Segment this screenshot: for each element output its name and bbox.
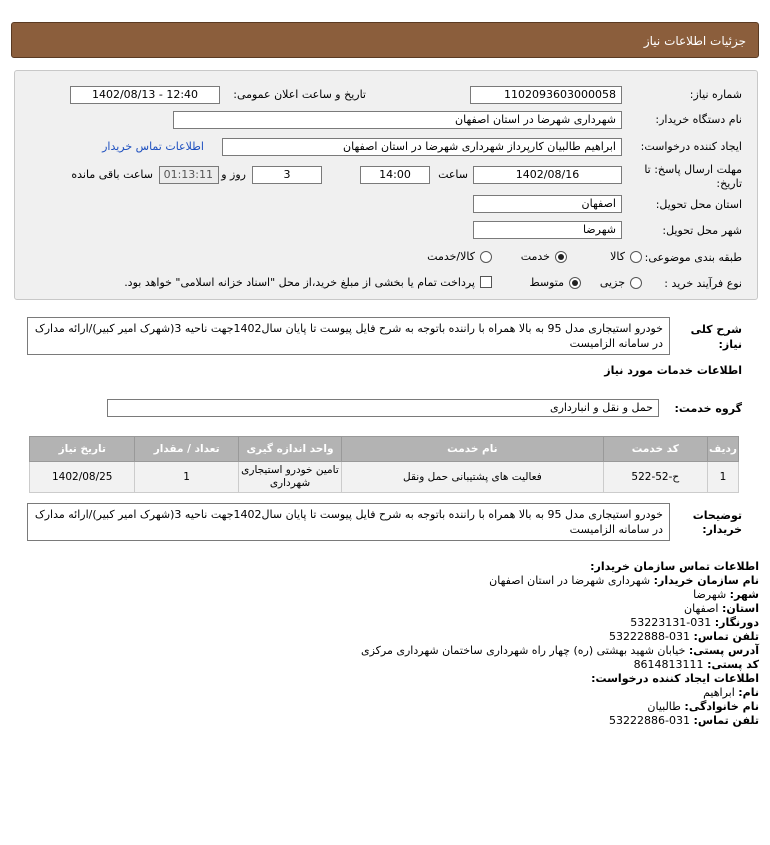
phone-label: تلفن تماس:	[693, 630, 759, 643]
process-medium-label: متوسط	[529, 276, 564, 289]
province-label: استان:	[722, 602, 759, 615]
last-name-value: طالبیان	[647, 700, 681, 713]
buyer-notes-text: خودرو استیجاری مدل 95 به بالا همراه با راننده باتوجه به شرح فایل پیوست تا پایان سال1402جهت ناحیه 3(شهرک امیر کبیر)/ارائه مدارک در سامانه الزامیست	[27, 503, 670, 541]
fax-label: دورنگار:	[714, 616, 759, 629]
service-group-label: گروه خدمت:	[674, 402, 742, 415]
description-label-line1: شرح کلی	[690, 323, 742, 336]
need-number-label: شماره نیاز:	[689, 88, 742, 101]
remaining-time-field: 01:13:11	[159, 166, 219, 184]
postal-value: 8614813111	[633, 658, 704, 671]
category-goods-radio[interactable]	[630, 251, 642, 263]
deadline-label-line1: مهلت ارسال پاسخ: تا	[644, 163, 742, 176]
column-header: واحد اندازه گیری	[238, 437, 341, 462]
creator-label: ایجاد کننده درخواست:	[640, 140, 742, 153]
category-label: طبقه بندی موضوعی:	[644, 251, 742, 264]
city-label: شهر:	[729, 588, 759, 601]
services-title: اطلاعات خدمات مورد نیاز	[604, 364, 742, 377]
deadline-date-field[interactable]: 1402/08/16	[473, 166, 622, 184]
org-value: شهرداری شهرضا در استان اصفهان	[489, 574, 651, 587]
service-name: فعالیت های پشتیبانی حمل ونقل	[342, 462, 603, 493]
deadline-time-field[interactable]: 14:00	[360, 166, 430, 184]
contact-phone-line	[609, 630, 759, 644]
phone-value: 031-53222888	[609, 630, 691, 643]
column-header: تاریخ نیاز	[30, 437, 135, 462]
buyer-org-field[interactable]: شهرداری شهرضا در استان اصفهان	[173, 111, 622, 129]
column-header: تعداد / مقدار	[135, 437, 238, 462]
table-row[interactable]	[30, 462, 739, 493]
contact-province-line	[684, 602, 759, 616]
process-minor-label: جزیی	[599, 276, 625, 289]
contact-city-line	[693, 588, 759, 602]
city-value: شهرضا	[693, 588, 727, 601]
creator-first-line	[703, 686, 759, 700]
buyer-notes-label-line2: خریدار:	[702, 523, 742, 536]
process-minor-radio[interactable]	[630, 277, 642, 289]
page-header	[11, 22, 759, 58]
category-both-radio[interactable]	[480, 251, 492, 263]
service-qty: 1	[135, 462, 238, 493]
creator-contact-title: اطلاعات ایجاد کننده درخواست:	[591, 672, 759, 685]
treasury-payment-checkbox[interactable]	[480, 276, 492, 288]
treasury-payment-note: پرداخت تمام یا بخشی از مبلغ خرید،از محل "اسناد خزانه اسلامی" خواهد بود.	[124, 276, 475, 289]
process-label: نوع فرآیند خرید :	[664, 277, 742, 290]
column-header: ردیف	[708, 437, 739, 462]
creator-phone-label: تلفن تماس:	[693, 714, 759, 727]
creator-last-line	[647, 700, 759, 714]
contact-org-line	[489, 574, 759, 588]
service-unit: تامین خودرو استیجاری شهرداری	[238, 462, 341, 493]
delivery-province-label: استان محل تحویل:	[655, 198, 742, 211]
need-info-panel	[14, 70, 758, 300]
column-header: کد خدمت	[603, 437, 707, 462]
page-title: جزئیات اطلاعات نیاز	[643, 34, 746, 48]
contact-postal-line	[634, 658, 759, 672]
contact-address-line	[361, 644, 759, 658]
fax-value: 031-53223131	[630, 616, 712, 629]
process-medium-radio[interactable]	[569, 277, 581, 289]
deadline-label-line2: تاریخ:	[716, 177, 742, 190]
category-service-label: خدمت	[520, 250, 550, 263]
delivery-city-field[interactable]: شهرضا	[473, 221, 622, 239]
column-header: نام خدمت	[342, 437, 603, 462]
buyer-org-label: نام دستگاه خریدار:	[655, 113, 742, 126]
first-name-label: نام:	[738, 686, 759, 699]
service-group-field[interactable]: حمل و نقل و انبارداری	[107, 399, 659, 417]
last-name-label: نام خانوادگی:	[684, 700, 759, 713]
description-label-line2: نیاز:	[718, 338, 742, 351]
days-label: روز و	[221, 168, 246, 181]
announce-label: تاریخ و ساعت اعلان عمومی:	[233, 88, 366, 101]
deadline-time-label: ساعت	[438, 168, 468, 181]
category-service-radio[interactable]	[555, 251, 567, 263]
contact-title: اطلاعات تماس سازمان خریدار:	[590, 560, 759, 573]
contact-fax-line	[630, 616, 759, 630]
buyer-notes-label-line1: توضیحات	[692, 509, 742, 522]
org-label: نام سازمان خریدار:	[653, 574, 759, 587]
address-value: خیابان شهید بهشتی (ره) چهار راه شهرداری ساختمان شهرداری مرکزی	[361, 644, 686, 657]
days-field[interactable]: 3	[252, 166, 322, 184]
row-index: 1	[708, 462, 739, 493]
table-header-row	[30, 437, 739, 462]
delivery-province-field[interactable]: اصفهان	[473, 195, 622, 213]
announce-field[interactable]: 1402/08/13 - 12:40	[70, 86, 220, 104]
services-table	[29, 436, 739, 493]
province-value: اصفهان	[684, 602, 719, 615]
service-code: ح-52-522	[603, 462, 707, 493]
creator-phone-line	[609, 714, 759, 728]
service-date: 1402/08/25	[30, 462, 135, 493]
first-name-value: ابراهیم	[703, 686, 735, 699]
creator-field[interactable]: ابراهیم طالبیان کارپرداز شهرداری شهرضا در استان اصفهان	[222, 138, 622, 156]
buyer-contact-link[interactable]: اطلاعات تماس خریدار	[102, 140, 204, 153]
need-number-field[interactable]: 1102093603000058	[470, 86, 622, 104]
category-both-label: کالا/خدمت	[427, 250, 475, 263]
creator-phone-value: 031-53222886	[609, 714, 691, 727]
remaining-label: ساعت باقی مانده	[71, 168, 153, 181]
delivery-city-label: شهر محل تحویل:	[662, 224, 742, 237]
postal-label: کد پستی:	[707, 658, 759, 671]
description-text: خودرو استیجاری مدل 95 به بالا همراه با راننده باتوجه به شرح فایل پیوست تا پایان سال1402جهت ناحیه 3(شهرک امیر کبیر)/ارائه مدارک در سامانه الزامیست	[27, 317, 670, 355]
category-goods-label: کالا	[610, 250, 625, 263]
address-label: آدرس پستی:	[688, 644, 759, 657]
